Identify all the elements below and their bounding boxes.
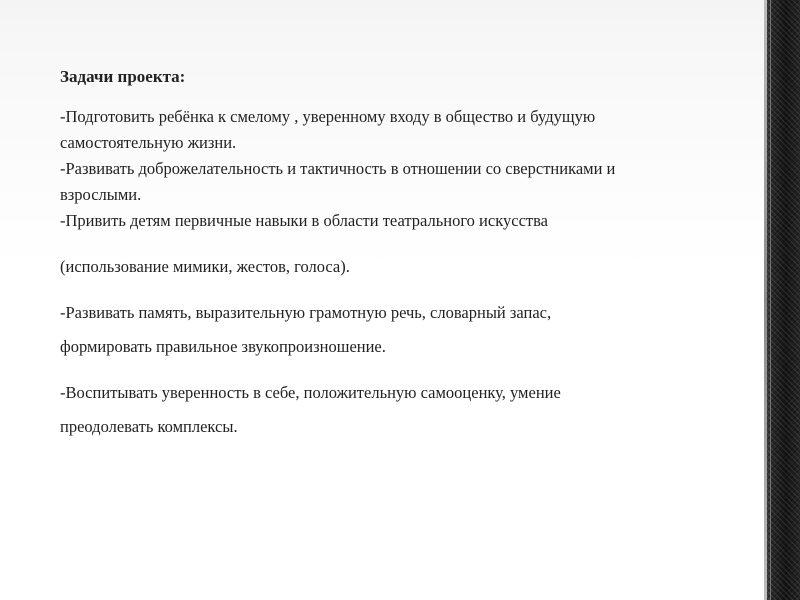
paragraph-spacer bbox=[60, 360, 750, 380]
task-item-3-line-2: (использование мимики, жестов, голоса). bbox=[60, 257, 350, 276]
task-item-4-line-2: формировать правильное звукопроизношение. bbox=[60, 337, 386, 356]
task-item-5-line-2: преодолевать комплексы. bbox=[60, 417, 238, 436]
task-item-1-line-1: -Подготовить ребёнка к смелому , уверенному входу в общество и будущую bbox=[60, 107, 596, 126]
decorative-side-border bbox=[764, 0, 800, 600]
task-item-3-line-1: -Привить детям первичные навыки в области театрального искусства bbox=[60, 211, 548, 230]
slide-heading: Задачи проекта: bbox=[60, 67, 186, 86]
paragraph-spacer bbox=[60, 234, 750, 254]
task-item-5-line-1: -Воспитывать уверенность в себе, положительную самооценку, умение bbox=[60, 383, 561, 402]
paragraph-spacer bbox=[60, 280, 750, 300]
task-item-4-line-1: -Развивать память, выразительную грамотную речь, словарный запас, bbox=[60, 303, 552, 322]
task-item-2-line-1: -Развивать доброжелательность и тактичность в отношении со сверстниками и bbox=[60, 159, 616, 178]
task-item-2-line-2: взрослыми. bbox=[60, 185, 142, 204]
slide-content bbox=[60, 64, 750, 440]
paragraph-spacer bbox=[60, 326, 750, 334]
paragraph-spacer bbox=[60, 406, 750, 414]
task-item-1-line-2: самостоятельную жизни. bbox=[60, 133, 237, 152]
